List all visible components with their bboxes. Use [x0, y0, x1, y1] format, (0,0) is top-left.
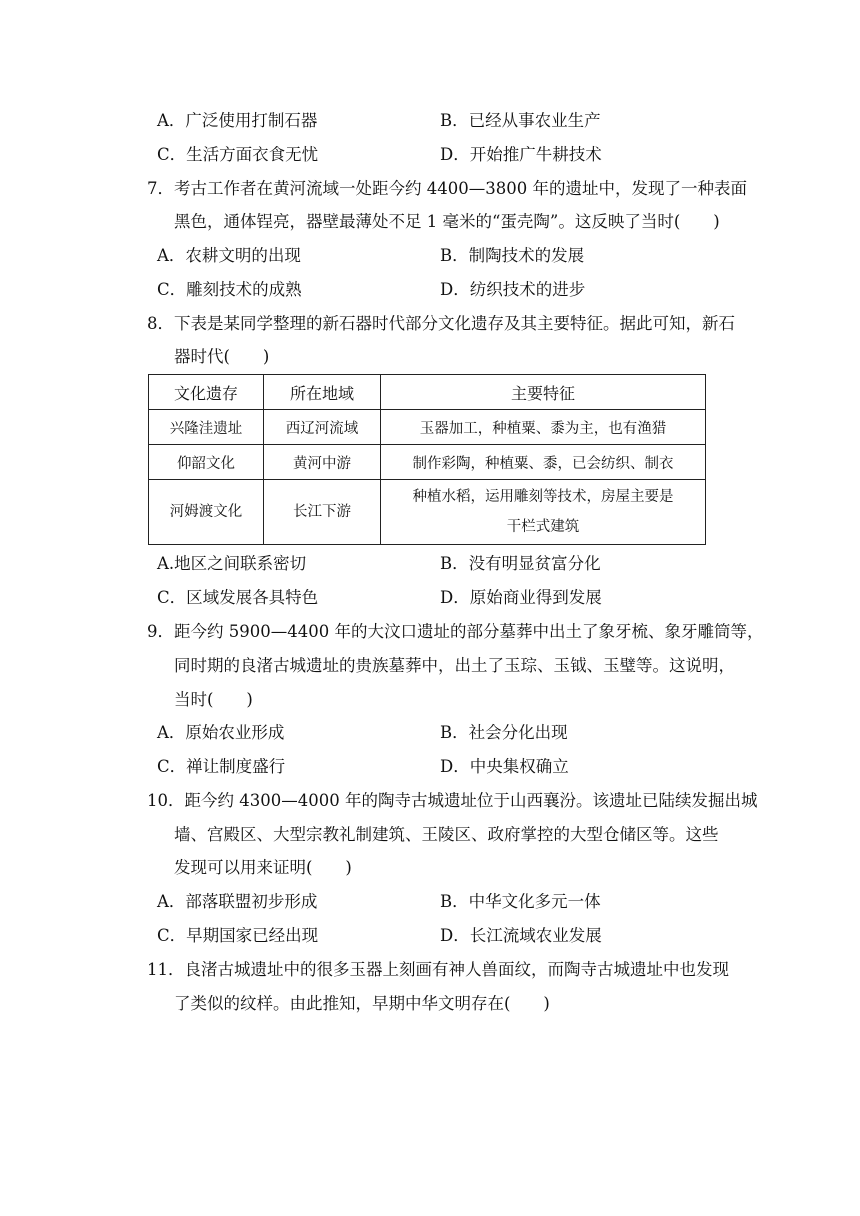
table-header-region: 所在地域	[264, 375, 381, 410]
table-cell-feature: 制作彩陶，种植粟、黍，已会纺织、制衣	[381, 445, 706, 480]
table-row	[149, 480, 706, 545]
q10-stem-line1: 10．距今约 4300—4000 年的陶寺古城遗址位于山西襄汾。该遗址已陆续发掘出城	[147, 791, 758, 810]
q10-stem-line3: 发现可以用来证明( )	[174, 858, 352, 877]
table-cell-site: 兴隆洼遗址	[149, 410, 264, 445]
q10-option-d[interactable]: D．长江流域农业发展	[440, 926, 602, 945]
q10-option-c[interactable]: C．早期国家已经出现	[157, 926, 319, 945]
q7-stem-line2: 黑色，通体锃亮，器壁最薄处不足 1 毫米的“蛋壳陶”。这反映了当时( )	[174, 212, 720, 231]
table-cell-site: 仰韶文化	[149, 445, 264, 480]
q9-stem-line2: 同时期的良渚古城遗址的贵族墓葬中，出土了玉琮、玉钺、玉璧等。这说明，	[174, 656, 735, 675]
q6-option-c[interactable]: C．生活方面衣食无忧	[157, 145, 319, 164]
q7-option-b[interactable]: B．制陶技术的发展	[440, 246, 585, 265]
q10-option-b[interactable]: B．中华文化多元一体	[440, 892, 601, 911]
q8-option-d[interactable]: D．原始商业得到发展	[440, 588, 602, 607]
q7-stem-line1: 7．考古工作者在黄河流域一处距今约 4400—3800 年的遗址中，发现了一种表面	[147, 179, 747, 198]
table-cell-feature: 玉器加工，种植粟、黍为主，也有渔猎	[381, 410, 706, 445]
q6-option-a[interactable]: A．广泛使用打制石器	[157, 111, 318, 130]
q6-option-b[interactable]: B．已经从事农业生产	[440, 111, 601, 130]
table-cell-feature-line1: 种植水稻，运用雕刻等技术，房屋主要是	[412, 489, 674, 505]
table-cell-site: 河姆渡文化	[149, 480, 264, 545]
q9-option-d[interactable]: D．中央集权确立	[440, 757, 569, 776]
table-header-row	[149, 375, 706, 410]
q6-option-d[interactable]: D．开始推广牛耕技术	[440, 145, 602, 164]
q7-option-a[interactable]: A．农耕文明的出现	[157, 246, 301, 265]
q8-option-b[interactable]: B．没有明显贫富分化	[440, 554, 601, 573]
q7-option-d[interactable]: D．纺织技术的进步	[440, 280, 586, 299]
q7-option-c[interactable]: C．雕刻技术的成熟	[157, 280, 302, 299]
table-cell-feature	[381, 480, 706, 545]
q9-stem-line1: 9．距今约 5900—4400 年的大汶口遗址的部分墓葬中出土了象牙梳、象牙雕筒等，	[147, 622, 764, 641]
q8-stem-line1: 8．下表是某同学整理的新石器时代部分文化遗存及其主要特征。据此可知，新石	[147, 314, 735, 333]
q8-stem-line2: 器时代( )	[174, 347, 270, 366]
q10-stem-line2: 墙、宫殿区、大型宗教礼制建筑、王陵区、政府掌控的大型仓储区等。这些	[174, 825, 719, 844]
table-header-feature: 主要特征	[381, 375, 706, 410]
table-cell-feature-line2: 干栏式建筑	[506, 519, 580, 535]
table-row	[149, 445, 706, 480]
table-cell-region: 黄河中游	[264, 445, 381, 480]
table-cell-region: 西辽河流域	[264, 410, 381, 445]
q9-option-a[interactable]: A．原始农业形成	[157, 723, 285, 742]
q9-stem-line3: 当时( )	[174, 690, 253, 709]
table-row	[149, 410, 706, 445]
table-header-site: 文化遗存	[149, 375, 264, 410]
q11-stem-line2: 了类似的纹样。由此推知，早期中华文明存在( )	[174, 994, 550, 1013]
q8-culture-table	[148, 374, 706, 545]
q8-option-c[interactable]: C．区域发展各具特色	[157, 588, 319, 607]
table-cell-region: 长江下游	[264, 480, 381, 545]
q9-option-c[interactable]: C．禅让制度盛行	[157, 757, 286, 776]
q10-option-a[interactable]: A．部落联盟初步形成	[157, 892, 318, 911]
q11-stem-line1: 11．良渚古城遗址中的很多玉器上刻画有神人兽面纹，而陶寺古城遗址中也发现	[147, 960, 729, 979]
q9-option-b[interactable]: B．社会分化出现	[440, 723, 568, 742]
q8-option-a[interactable]: A.地区之间联系密切	[157, 554, 307, 573]
